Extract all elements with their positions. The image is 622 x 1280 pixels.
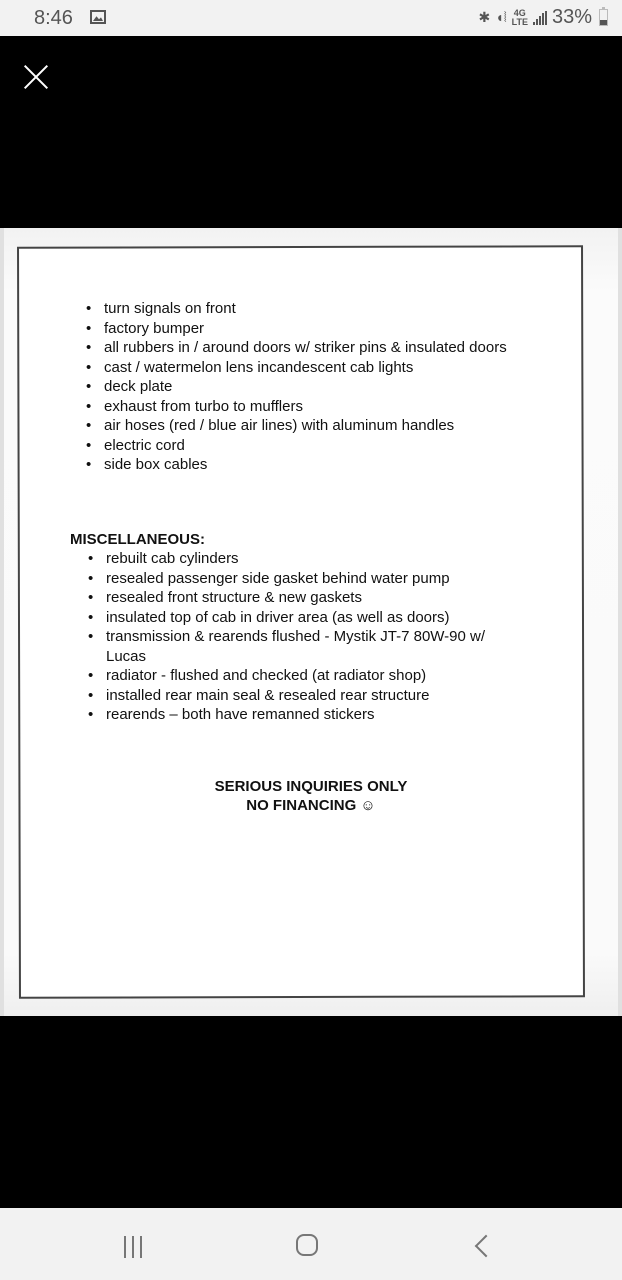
- 4g-lte-icon: 4G LTE: [511, 7, 528, 27]
- list-item: • insulated top of cab in driver area (as well as doors): [88, 608, 528, 628]
- battery-fill: [600, 20, 607, 25]
- signal-icon: [533, 11, 547, 25]
- list-item: • electric cord: [86, 436, 507, 456]
- bluetooth-icon: ✱: [478, 9, 491, 25]
- recents-icon-bar: [132, 1236, 134, 1258]
- recents-icon: [124, 1236, 126, 1258]
- equipment-list: [86, 299, 507, 475]
- photo-edge: [618, 228, 622, 1016]
- list-item: • all rubbers in / around doors w/ striker pins & insulated doors: [86, 338, 507, 358]
- status-bar: [0, 0, 622, 36]
- home-icon: [296, 1234, 318, 1256]
- list-item: • air hoses (red / blue air lines) with aluminum handles: [86, 416, 507, 436]
- closing-line-2: NO FINANCING ☺: [246, 797, 376, 814]
- photo-edge: [0, 228, 4, 1016]
- list-item: • resealed passenger side gasket behind water pump: [88, 569, 528, 589]
- status-icons: [479, 6, 609, 29]
- status-time: 8:46: [34, 7, 73, 29]
- vibrate-icon: ◖⦚: [495, 9, 507, 25]
- list-item: • cast / watermelon lens incandescent cab lights: [86, 358, 507, 378]
- gallery-icon: [90, 10, 106, 24]
- list-item: • rebuilt cab cylinders: [88, 549, 528, 569]
- list-item: • radiator - flushed and checked (at radiator shop): [88, 666, 528, 686]
- home-button[interactable]: [278, 1224, 338, 1264]
- list-item: • transmission & rearends flushed - Mystik JT-7 80W-90 w/ Lucas: [88, 627, 528, 666]
- recents-icon-bar: [140, 1236, 142, 1258]
- viewer-bottom-bar: [0, 1016, 622, 1208]
- list-item: • resealed front structure & new gaskets: [88, 588, 528, 608]
- navigation-bar: [0, 1208, 622, 1280]
- list-item: • side box cables: [86, 455, 507, 475]
- list-item: • factory bumper: [86, 319, 507, 339]
- close-icon[interactable]: [18, 60, 54, 96]
- list-item: • turn signals on front: [86, 299, 507, 319]
- battery-icon: [599, 9, 608, 26]
- misc-heading: MISCELLANEOUS:: [70, 531, 205, 548]
- list-item: • deck plate: [86, 377, 507, 397]
- closing-line-1: SERIOUS INQUIRIES ONLY: [214, 778, 408, 795]
- back-icon: [475, 1235, 498, 1258]
- recents-button[interactable]: [104, 1224, 164, 1264]
- battery-percent: 33%: [551, 6, 592, 28]
- list-item: • rearends – both have remanned stickers: [88, 705, 528, 725]
- misc-list: [88, 549, 528, 725]
- list-item: • installed rear main seal & resealed rear structure: [88, 686, 528, 706]
- list-item: • exhaust from turbo to mufflers: [86, 397, 507, 417]
- back-button[interactable]: [452, 1224, 512, 1264]
- viewer-top-bar: [0, 36, 622, 228]
